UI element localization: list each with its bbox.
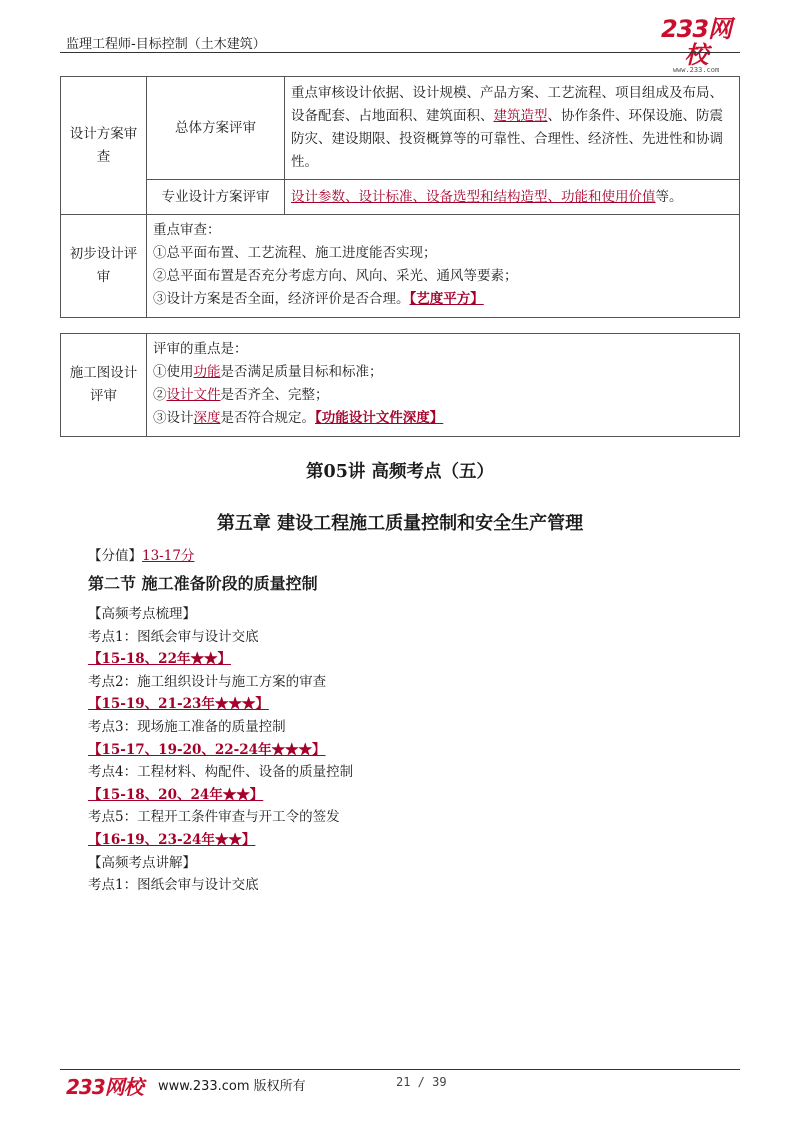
point-title: 考点2：施工组织设计与施工方案的审查 [88,673,327,690]
lecture-title: 第05讲 高频考点（五） [306,462,494,482]
point-years: 【15-18、20、24年★★】 [88,786,264,803]
section-title: 第二节 施工准备阶段的质量控制 [88,574,318,593]
chapter-title: 第五章 建设工程施工质量控制和安全生产管理 [216,513,584,534]
row-label-construction-drawing: 施工图设计评审 [61,334,147,437]
mnemonic: 【功能设计文件深度】 [315,410,444,426]
summary-heading: 【高频考点梳理】 [88,606,196,622]
point-years: 【15-19、21-23年★★★】 [88,696,269,713]
key-term: 建筑造型 [493,108,548,124]
point-years: 【15-17、19-20、22-24年★★★】 [88,741,326,758]
document-title: 监理工程师-目标控制（土木建筑） [66,37,266,52]
key-term: 设计参数、设计标准、设备选型和结构造型、功能和使用价值 [291,188,656,205]
mnemonic: 【艺度平方】 [409,291,484,307]
footer-divider [60,1069,740,1070]
point-years: 【16-19、23-24年★★】 [88,831,256,848]
score-line: 【分值】13-17分 [88,548,195,564]
site-logo [653,16,739,74]
page-number: 21 / 39 [396,1075,447,1089]
logo-text: 233网校 [660,15,732,69]
row-label-preliminary: 初步设计评审 [61,215,147,318]
row-sub-overall-review: 总体方案评审 [147,77,285,180]
explain-first-point: 考点1：图纸会审与设计交底 [88,877,259,894]
preliminary-review-text: 重点审查： ①总平面布置、工艺流程、施工进度能否实现； ②总平面布置是否充分考虑方向、风向、采光、通风等要素； ③设计方案是否全面，经济评价是否合理。【艺度平方】 [147,215,740,318]
footer-logo: 233网校 [66,1075,143,1099]
point-title: 考点5：工程开工条件审查与开工令的签发 [88,809,340,826]
point-title: 考点4：工程材料、构配件、设备的质量控制 [88,764,354,781]
header-divider [60,52,740,53]
points-list [88,603,353,897]
overall-review-text: 重点审核设计依据、设计规模、产品方案、工艺流程、项目组成及布局、设备配套、占地面积、建筑面积、建筑造型、协作条件、环保设施、防震防灾、建设期限、投资概算等的可靠性、合理性、经济性、先进性和协调性。 [285,77,740,180]
explain-heading: 【高频考点讲解】 [88,854,196,871]
point-title: 考点1：图纸会审与设计交底 [88,628,259,645]
row-sub-professional-review: 专业设计方案评审 [147,180,285,215]
logo-url: www.233.com [672,66,720,74]
score-value: 13-17分 [142,548,195,564]
construction-drawing-table [60,333,740,437]
row-label-design-scheme: 设计方案审查 [61,77,147,215]
point-years: 【15-18、22年★★】 [88,651,231,668]
design-review-table [60,76,740,318]
professional-review-text: 设计参数、设计标准、设备选型和结构造型、功能和使用价值等。 [285,180,740,215]
point-title: 考点3：现场施工准备的质量控制 [88,718,286,735]
footer-copyright: www.233.com 版权所有 [158,1079,306,1094]
construction-drawing-text: 评审的重点是： ①使用功能是否满足质量目标和标准； ②设计文件是否齐全、完整； ③设计深度是否符合规定。【功能设计文件深度】 [147,334,740,437]
